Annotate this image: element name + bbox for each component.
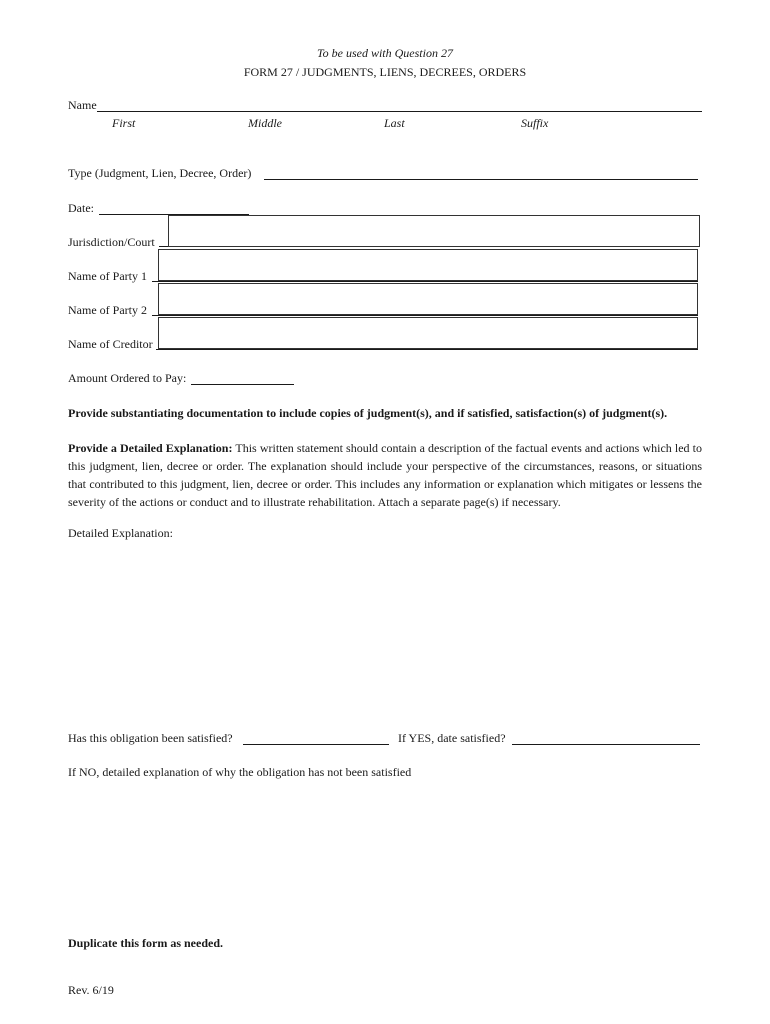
satisfied-label: Has this obligation been satisfied?: [68, 731, 233, 745]
detailed-explanation-area[interactable]: [68, 548, 702, 718]
party1-label: Name of Party 1: [68, 269, 147, 283]
party2-input[interactable]: [158, 283, 698, 315]
explanation-text: This written statement should contain a description of the factual events and actions which led to this judgment, lien, decree or order. The explanation should include your perspective of the circumstances, reasons, or situations that contributed to this judgment, lien, decree or order. This includes any information or explanation which mitigates or lessens the severity of the actions or conduct and to illustrate rehabilitation. Attach a separate page(s) if necessary.: [68, 441, 702, 509]
date-satisfied-underline: [512, 744, 700, 745]
name-part-middle: Middle: [248, 116, 282, 130]
name-part-suffix: Suffix: [521, 116, 549, 130]
party2-underline: [152, 315, 698, 316]
type-label: Type (Judgment, Lien, Decree, Order): [68, 166, 252, 180]
name-part-first: First: [112, 116, 136, 130]
date-label: Date:: [68, 201, 94, 215]
creditor-input[interactable]: [158, 317, 698, 349]
documentation-note: Provide substantiating documentation to include copies of judgment(s), and if satisfied, satisfaction(s) of judgment(s).: [68, 406, 668, 420]
form-title: FORM 27 / JUDGMENTS, LIENS, DECREES, ORDERS: [243, 65, 527, 79]
revision-label: Rev. 6/19: [68, 983, 114, 997]
not-satisfied-area[interactable]: [68, 787, 702, 927]
not-satisfied-label: If NO, detailed explanation of why the obligation has not been satisfied: [68, 765, 412, 779]
party1-underline: [152, 281, 698, 282]
satisfied-underline: [243, 744, 389, 745]
explanation-heading: Provide a Detailed Explanation:: [68, 441, 233, 455]
creditor-underline: [156, 349, 698, 350]
jurisdiction-label: Jurisdiction/Court: [68, 235, 155, 249]
party2-label: Name of Party 2: [68, 303, 147, 317]
form-subtitle: To be used with Question 27: [317, 46, 453, 60]
amount-label: Amount Ordered to Pay:: [68, 371, 187, 385]
name-label: Name: [68, 98, 97, 112]
party1-input[interactable]: [158, 249, 698, 281]
name-underline: [97, 111, 702, 112]
explanation-instructions: [68, 439, 702, 511]
creditor-label: Name of Creditor: [68, 337, 153, 351]
amount-underline: [191, 384, 294, 385]
name-part-last: Last: [384, 116, 405, 130]
type-underline: [264, 179, 698, 180]
date-satisfied-label: If YES, date satisfied?: [398, 731, 506, 745]
jurisdiction-input[interactable]: [168, 215, 700, 247]
duplicate-note: Duplicate this form as needed.: [68, 936, 223, 950]
detailed-explanation-label: Detailed Explanation:: [68, 526, 173, 540]
